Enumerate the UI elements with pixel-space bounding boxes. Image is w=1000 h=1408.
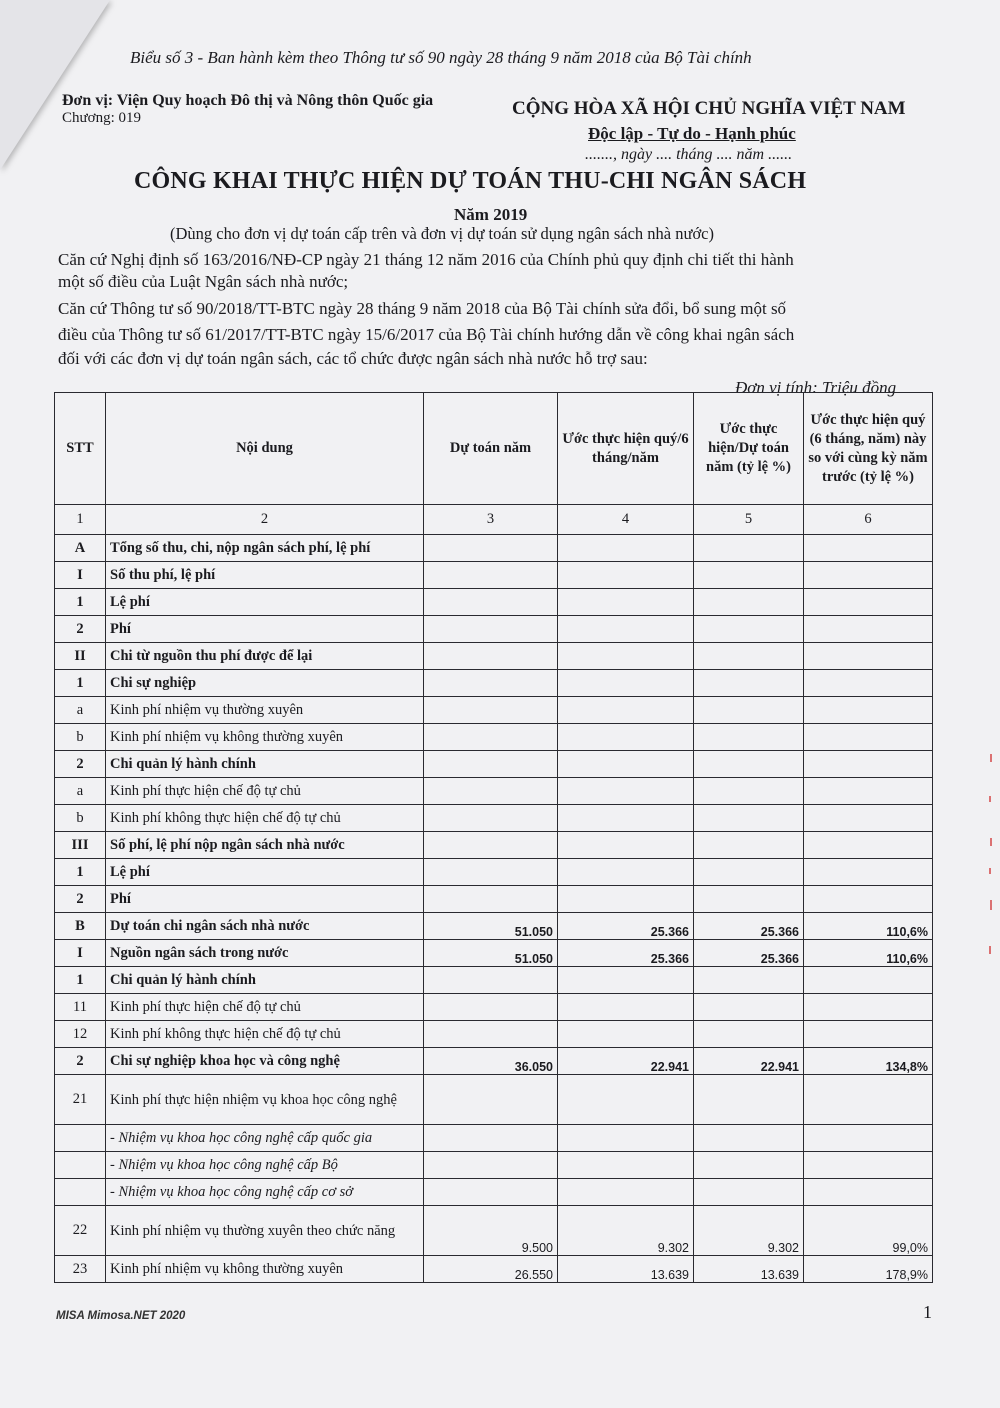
red-ink-marks — [985, 750, 995, 980]
folded-corner — [0, 0, 110, 170]
cell-stt: 2 — [55, 751, 106, 778]
cell-est-ratio — [694, 994, 804, 1021]
cell-est-same-period — [804, 1021, 933, 1048]
cell-stt — [55, 1125, 106, 1152]
cell-est-same-period — [804, 1152, 933, 1179]
cell-est-period — [558, 832, 694, 859]
table-row — [55, 697, 933, 724]
national-motto: Độc lập - Tự do - Hạnh phúc — [588, 124, 796, 143]
cell-content: Chi quản lý hành chính — [106, 967, 424, 994]
cell-est-ratio — [694, 589, 804, 616]
table-row — [55, 832, 933, 859]
cell-est-ratio — [694, 562, 804, 589]
column-index-row — [55, 505, 933, 535]
cell-estimate — [424, 670, 558, 697]
cell-est-same-period — [804, 697, 933, 724]
cell-content: Tổng số thu, chi, nộp ngân sách phí, lệ phí — [106, 535, 424, 562]
cell-content: Chi sự nghiệp khoa học và công nghệ — [106, 1048, 424, 1075]
date-line: ......., ngày .... tháng .... năm ...... — [585, 146, 793, 163]
basis-line: Căn cứ Nghị định số 163/2016/NĐ-CP ngày 21 tháng 12 năm 2016 của Chính phủ quy định chi tiết thi hành — [58, 250, 794, 269]
cell-stt: a — [55, 778, 106, 805]
cell-est-period: 13.639 — [558, 1256, 694, 1283]
cell-est-same-period — [804, 1125, 933, 1152]
cell-est-same-period — [804, 967, 933, 994]
cell-stt: A — [55, 535, 106, 562]
cell-est-same-period — [804, 832, 933, 859]
cell-content: Kinh phí thực hiện chế độ tự chủ — [106, 994, 424, 1021]
cell-content: Số thu phí, lệ phí — [106, 562, 424, 589]
cell-est-same-period — [804, 616, 933, 643]
cell-est-ratio: 25.366 — [694, 913, 804, 940]
cell-stt: 22 — [55, 1206, 106, 1256]
unit-name: Đơn vị: Viện Quy hoạch Đô thị và Nông thôn Quốc gia — [62, 92, 434, 109]
column-index: 5 — [694, 505, 804, 535]
table-row — [55, 1152, 933, 1179]
page-number: 1 — [923, 1302, 932, 1322]
table-row — [55, 940, 933, 967]
column-index: 2 — [106, 505, 424, 535]
basis-line: một số điều của Luật Ngân sách nhà nước; — [58, 272, 349, 291]
col-header-estimate: Dự toán năm — [424, 393, 558, 505]
table-row — [55, 805, 933, 832]
cell-est-period — [558, 778, 694, 805]
column-index: 3 — [424, 505, 558, 535]
table-row — [55, 1179, 933, 1206]
column-index: 6 — [804, 505, 933, 535]
cell-estimate — [424, 562, 558, 589]
cell-estimate — [424, 1179, 558, 1206]
table-row — [55, 913, 933, 940]
cell-est-period — [558, 670, 694, 697]
table-row — [55, 589, 933, 616]
unit-of-measure: Đơn vị tính: Triệu đồng — [735, 378, 897, 397]
cell-est-ratio: 13.639 — [694, 1256, 804, 1283]
cell-est-same-period — [804, 994, 933, 1021]
document-title: CÔNG KHAI THỰC HIỆN DỰ TOÁN THU-CHI NGÂN SÁCH — [134, 168, 807, 194]
cell-stt: 2 — [55, 886, 106, 913]
cell-est-same-period — [804, 751, 933, 778]
cell-stt: I — [55, 940, 106, 967]
table-row — [55, 1021, 933, 1048]
cell-content: Lệ phí — [106, 589, 424, 616]
cell-stt: 2 — [55, 1048, 106, 1075]
table-header-row — [55, 393, 933, 505]
cell-est-ratio — [694, 1125, 804, 1152]
column-index: 1 — [55, 505, 106, 535]
cell-content: Chi sự nghiệp — [106, 670, 424, 697]
table-row — [55, 535, 933, 562]
table-row — [55, 859, 933, 886]
cell-stt — [55, 1152, 106, 1179]
scope-note: (Dùng cho đơn vị dự toán cấp trên và đơn vị dự toán sử dụng ngân sách nhà nước) — [170, 224, 714, 243]
cell-estimate: 51.050 — [424, 940, 558, 967]
cell-estimate — [424, 751, 558, 778]
cell-estimate: 51.050 — [424, 913, 558, 940]
cell-est-same-period — [804, 778, 933, 805]
cell-estimate: 36.050 — [424, 1048, 558, 1075]
cell-stt: 2 — [55, 616, 106, 643]
cell-content: Lệ phí — [106, 859, 424, 886]
cell-est-period — [558, 994, 694, 1021]
cell-content: - Nhiệm vụ khoa học công nghệ cấp Bộ — [106, 1152, 424, 1179]
cell-stt: 1 — [55, 670, 106, 697]
cell-estimate — [424, 535, 558, 562]
cell-est-period — [558, 1075, 694, 1125]
cell-content: Kinh phí nhiệm vụ không thường xuyên — [106, 724, 424, 751]
cell-est-same-period — [804, 886, 933, 913]
table-row — [55, 643, 933, 670]
table-row — [55, 751, 933, 778]
cell-est-ratio — [694, 832, 804, 859]
cell-stt: 1 — [55, 967, 106, 994]
cell-est-same-period — [804, 562, 933, 589]
cell-est-period — [558, 535, 694, 562]
cell-est-period: 25.366 — [558, 913, 694, 940]
table-row — [55, 1048, 933, 1075]
cell-stt: III — [55, 832, 106, 859]
report-year: Năm 2019 — [454, 205, 528, 224]
table-row — [55, 1075, 933, 1125]
cell-stt: b — [55, 805, 106, 832]
cell-content: - Nhiệm vụ khoa học công nghệ cấp quốc gia — [106, 1125, 424, 1152]
cell-est-ratio — [694, 670, 804, 697]
budget-table — [54, 392, 933, 1283]
cell-est-same-period: 134,8% — [804, 1048, 933, 1075]
cell-content: Kinh phí thực hiện nhiệm vụ khoa học công nghệ — [106, 1075, 424, 1125]
column-index: 4 — [558, 505, 694, 535]
header-note: Biểu số 3 - Ban hành kèm theo Thông tư số 90 ngày 28 tháng 9 năm 2018 của Bộ Tài chính — [130, 48, 752, 67]
cell-est-period — [558, 1152, 694, 1179]
cell-est-ratio — [694, 805, 804, 832]
cell-est-period — [558, 589, 694, 616]
table-row — [55, 967, 933, 994]
col-header-content: Nội dung — [106, 393, 424, 505]
table-row — [55, 1256, 933, 1283]
cell-estimate — [424, 1152, 558, 1179]
cell-est-same-period — [804, 859, 933, 886]
cell-estimate — [424, 589, 558, 616]
cell-estimate — [424, 697, 558, 724]
cell-est-same-period — [804, 805, 933, 832]
table-row — [55, 1206, 933, 1256]
cell-stt: 12 — [55, 1021, 106, 1048]
cell-est-same-period — [804, 643, 933, 670]
cell-content: Kinh phí nhiệm vụ thường xuyên theo chức năng — [106, 1206, 424, 1256]
cell-est-period — [558, 643, 694, 670]
cell-est-ratio — [694, 967, 804, 994]
cell-estimate: 9.500 — [424, 1206, 558, 1256]
cell-estimate — [424, 643, 558, 670]
basis-line: điều của Thông tư số 61/2017/TT-BTC ngày 15/6/2017 của Bộ Tài chính hướng dẫn về công khai ngân sách — [58, 325, 795, 344]
col-header-stt: STT — [55, 393, 106, 505]
table-row — [55, 616, 933, 643]
cell-stt: I — [55, 562, 106, 589]
cell-est-period — [558, 697, 694, 724]
cell-content: Số phí, lệ phí nộp ngân sách nhà nước — [106, 832, 424, 859]
cell-est-period — [558, 1179, 694, 1206]
cell-est-same-period: 99,0% — [804, 1206, 933, 1256]
software-brand: MISA Mimosa.NET 2020 — [56, 1310, 186, 1322]
table-row — [55, 1125, 933, 1152]
cell-est-period: 9.302 — [558, 1206, 694, 1256]
cell-est-same-period: 110,6% — [804, 940, 933, 967]
cell-estimate — [424, 616, 558, 643]
cell-estimate — [424, 778, 558, 805]
table-row — [55, 994, 933, 1021]
cell-content: Kinh phí nhiệm vụ không thường xuyên — [106, 1256, 424, 1283]
cell-est-period: 22.941 — [558, 1048, 694, 1075]
cell-est-ratio — [694, 616, 804, 643]
cell-estimate — [424, 886, 558, 913]
cell-content: Phí — [106, 616, 424, 643]
cell-content: Chi từ nguồn thu phí được để lại — [106, 643, 424, 670]
cell-content: Phí — [106, 886, 424, 913]
table-row — [55, 886, 933, 913]
cell-content: Kinh phí không thực hiện chế độ tự chủ — [106, 1021, 424, 1048]
cell-est-period — [558, 616, 694, 643]
cell-est-same-period — [804, 1179, 933, 1206]
cell-est-ratio — [694, 1179, 804, 1206]
cell-estimate — [424, 1125, 558, 1152]
cell-content: Kinh phí nhiệm vụ thường xuyên — [106, 697, 424, 724]
table-row — [55, 778, 933, 805]
cell-stt: 1 — [55, 859, 106, 886]
cell-estimate — [424, 832, 558, 859]
col-header-est-ratio: Ước thực hiện/Dự toán năm (tỷ lệ %) — [694, 393, 804, 505]
cell-est-period — [558, 562, 694, 589]
cell-est-same-period — [804, 535, 933, 562]
cell-est-ratio — [694, 778, 804, 805]
cell-est-same-period — [804, 589, 933, 616]
cell-est-period — [558, 859, 694, 886]
cell-estimate — [424, 859, 558, 886]
table-row — [55, 724, 933, 751]
cell-content: Kinh phí không thực hiện chế độ tự chủ — [106, 805, 424, 832]
basis-line: đối với các đơn vị dự toán ngân sách, các tổ chức được ngân sách nhà nước hỗ trợ sau: — [58, 349, 648, 368]
cell-est-ratio — [694, 535, 804, 562]
cell-est-ratio: 25.366 — [694, 940, 804, 967]
cell-est-period: 25.366 — [558, 940, 694, 967]
cell-est-period — [558, 724, 694, 751]
cell-est-same-period: 178,9% — [804, 1256, 933, 1283]
cell-est-period — [558, 805, 694, 832]
cell-stt: II — [55, 643, 106, 670]
cell-est-ratio — [694, 643, 804, 670]
cell-est-same-period — [804, 724, 933, 751]
cell-est-ratio — [694, 1075, 804, 1125]
nation-title: CỘNG HÒA XÃ HỘI CHỦ NGHĨA VIỆT NAM — [512, 98, 906, 119]
cell-content: - Nhiệm vụ khoa học công nghệ cấp cơ sở — [106, 1179, 424, 1206]
cell-stt: 1 — [55, 589, 106, 616]
cell-est-same-period — [804, 1075, 933, 1125]
cell-content: Chi quản lý hành chính — [106, 751, 424, 778]
cell-estimate — [424, 1075, 558, 1125]
cell-est-ratio — [694, 859, 804, 886]
cell-est-ratio — [694, 886, 804, 913]
cell-est-ratio — [694, 751, 804, 778]
cell-stt: b — [55, 724, 106, 751]
cell-est-period — [558, 1125, 694, 1152]
cell-est-ratio: 9.302 — [694, 1206, 804, 1256]
cell-stt: 11 — [55, 994, 106, 1021]
cell-content: Kinh phí thực hiện chế độ tự chủ — [106, 778, 424, 805]
cell-content: Dự toán chi ngân sách nhà nước — [106, 913, 424, 940]
cell-est-period — [558, 967, 694, 994]
cell-estimate — [424, 994, 558, 1021]
cell-est-same-period: 110,6% — [804, 913, 933, 940]
cell-est-ratio: 22.941 — [694, 1048, 804, 1075]
cell-stt: a — [55, 697, 106, 724]
cell-stt: B — [55, 913, 106, 940]
cell-est-same-period — [804, 670, 933, 697]
cell-est-period — [558, 886, 694, 913]
cell-est-ratio — [694, 1152, 804, 1179]
cell-estimate — [424, 805, 558, 832]
cell-estimate — [424, 1021, 558, 1048]
basis-line: Căn cứ Thông tư số 90/2018/TT-BTC ngày 28 tháng 9 năm 2018 của Bộ Tài chính sửa đổi, bổ sung một số — [58, 299, 787, 318]
col-header-est-same-period: Ước thực hiện quý (6 tháng, năm) này so với cùng kỳ năm trước (tỷ lệ %) — [804, 393, 933, 505]
cell-est-period — [558, 1021, 694, 1048]
table-row — [55, 562, 933, 589]
table-row — [55, 670, 933, 697]
cell-est-ratio — [694, 697, 804, 724]
cell-est-ratio — [694, 724, 804, 751]
cell-stt: 21 — [55, 1075, 106, 1125]
cell-stt — [55, 1179, 106, 1206]
cell-estimate — [424, 724, 558, 751]
cell-est-ratio — [694, 1021, 804, 1048]
col-header-est-period: Ước thực hiện quý/6 tháng/năm — [558, 393, 694, 505]
cell-estimate: 26.550 — [424, 1256, 558, 1283]
cell-est-period — [558, 751, 694, 778]
cell-stt: 23 — [55, 1256, 106, 1283]
chapter-code: Chương: 019 — [62, 110, 141, 126]
cell-estimate — [424, 967, 558, 994]
cell-content: Nguồn ngân sách trong nước — [106, 940, 424, 967]
